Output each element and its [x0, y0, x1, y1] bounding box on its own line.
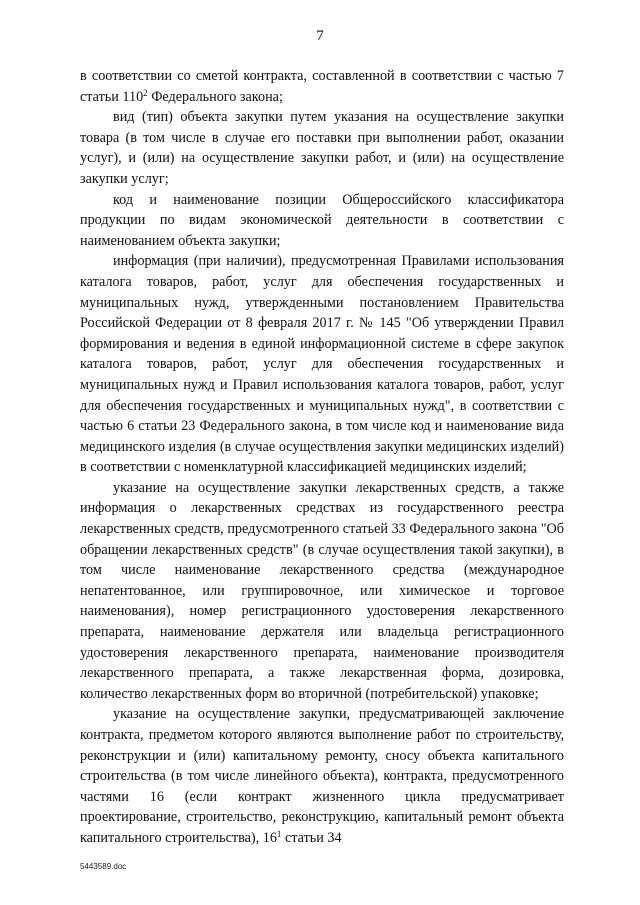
paragraph-2: вид (тип) объекта закупки путем указания на осуществление закупки товара (в том числе в случае его поставки при выполнении работ, оказании услуг), и (или) на осуществление закупки работ, и (или) на осуществление закупки услуг;	[80, 109, 564, 187]
footer-file-code: 5443589.doc	[80, 862, 127, 871]
paragraph-3: код и наименование позиции Общероссийского классификатора продукции по видам экономической деятельности в соответствии с наименованием объекта закупки;	[80, 191, 564, 249]
document-body	[80, 66, 564, 849]
paragraph-1: в соответствии со сметой контракта, составленной в соответствии с частью 7 статьи $110^2$ Федерального закона;	[80, 68, 564, 105]
paragraph-5: указание на осуществление закупки лекарственных средств, а также информация о лекарственных средствах из государственного реестра лекарственных средств, предусмотренного статьей 33 Федерального закона "Об обращении лекарственных средств" (в случае осуществления такой закупки), в том числе наименование лекарственного средства (международное непатентованное, или группировочное, или химическое и торговое наименования), номер регистрационного удостоверения лекарственного препарата, наименование держателя или владельца регистрационного удостоверения лекарственного препарата, наименование производителя лекарственного препарата, а также лекарственная форма, дозировка, количество лекарственных форм во вторичной (потребительской) упаковке;	[80, 479, 564, 702]
page-number: 7	[316, 28, 324, 44]
paragraph-4: информация (при наличии), предусмотренная Правилами использования каталога товаров, работ, услуг для обеспечения государственных и муниципальных нужд, утвержденными постановлением Правительства Российской Федерации от 8 февраля 2017 г. № 145 "Об утверждении Правил формирования и ведения в единой информационной системе в сфере закупок каталога товаров, работ, услуг для обеспечения государственных и муниципальных нужд и Правил использования каталога товаров, работ, услуг для обеспечения государственных и муниципальных нужд", в соответствии с частью 6 статьи 23 Федерального закона, в том числе код и наименование вида медицинского изделия (в случае осуществления закупки медицинских изделий) в соответствии с номенклатурной классификацией медицинских изделий;	[80, 253, 564, 476]
paragraph-6: указание на осуществление закупки, предусматривающей заключение контракта, предметом которого являются выполнение работ по строительству, реконструкции и (или) капитальному ремонту, сносу объекта капитального строительства (в том числе линейного объекта), контракта, предусмотренного частями 16 (если контракт жизненного цикла предусматривает проектирование, строительство, реконструкцию, капитальный ремонт объекта капитального строительства), $16^1$ статьи 34	[80, 706, 564, 846]
